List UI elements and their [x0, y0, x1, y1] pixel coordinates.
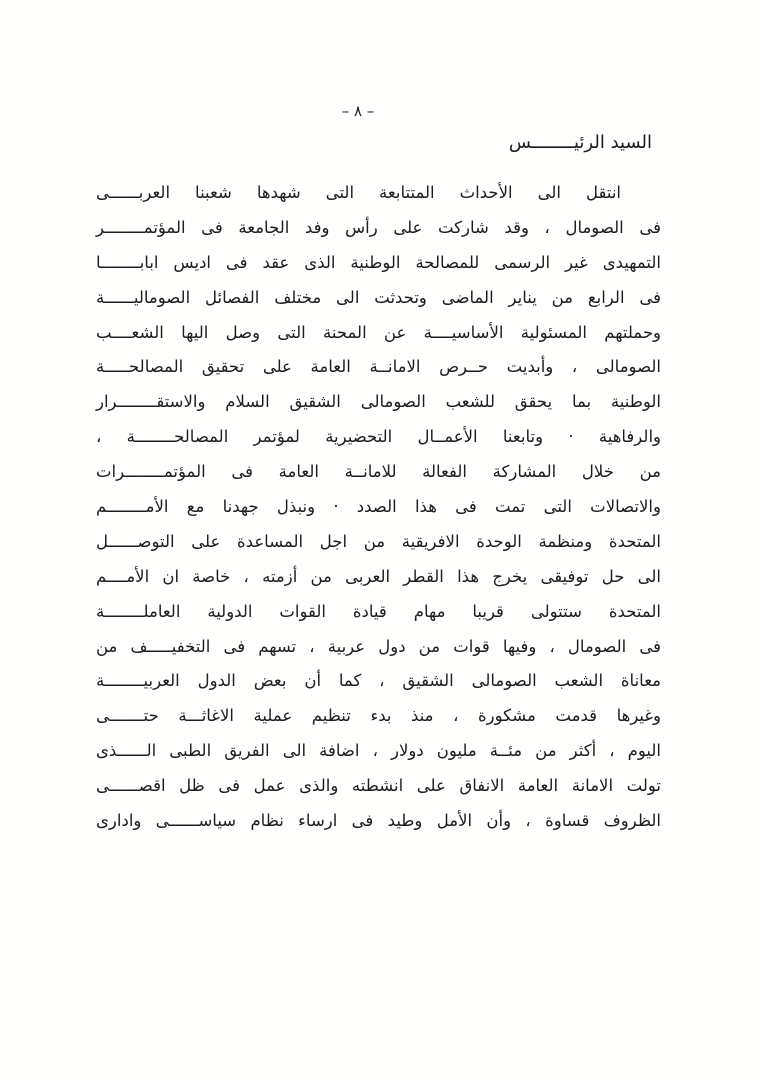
body-line: تولت الامانة العامة الانفاق على انشطته والذى عمل فى ظل اقصــــــى — [96, 776, 661, 796]
body-line: المتحدة ومنظمة الوحدة الافريقية من اجل المساعدة على التوصــــــل — [96, 531, 661, 551]
body-line: وغيرها قدمت مشكورة ، منذ بدء تنظيم عملية الاغاثـــة حتـــــــى — [96, 706, 661, 726]
body-line: وحملتهم المسئولية الأساسيــــة عن المحنة التى وصل اليها الشعــــب — [96, 322, 661, 342]
body-line: فى الصومال ، وفيها قوات من دول عربية ، تسهم فى التخفيـــــف من — [96, 636, 661, 656]
body-line: فى الصومال ، وقد شاركت على رأس وفد الجامعة فى المؤتمــــــــر — [96, 217, 661, 237]
body-line: المتحدة ستتولى قريبا مهام قيادة القوات الدولية العاملــــــــة — [96, 601, 661, 621]
body-line: من خلال المشاركة الفعالة للامانــة العامة فى المؤتمــــــــرات — [96, 462, 661, 482]
body-line: والاتصالات التى تمت فى هذا الصدد · ونبذل جهدنا مع الأمــــــــم — [96, 497, 661, 517]
body-line: اليوم ، أكثر من مئــة مليون دولار ، اضافة الى الفريق الطبى الــــــذى — [96, 741, 661, 761]
body-line: معاناة الشعب الصومالى الشقيق ، كما أن بعض الدول العربيــــــــة — [96, 671, 661, 691]
body-line: فى الرابع من يناير الماضى وتحدثت الى مختلف الفصائل الصوماليــــــة — [96, 287, 661, 307]
body-line: الظروف قساوة ، وأن الأمل وطيد فى ارساء نظام سياســــــى وادارى — [96, 811, 661, 831]
body-line: الى حل توفيقى يخرج هذا القطر العربى من أزمته ، خاصة ان الأمــــم — [96, 566, 661, 586]
salutation-heading: السيد الرئيــــــــس — [508, 132, 652, 153]
body-paragraph — [96, 176, 661, 839]
body-line: انتقل الى الأحداث المتتابعة التى شهدها شعبنا العربــــــى — [96, 183, 621, 202]
body-line: الصومالى ، وأبديت حــرص الامانــة العامة على تحقيق المصالحـــــة — [96, 357, 661, 377]
body-line: التمهيدى غير الرسمى للمصالحة الوطنية الذى عقد فى اديس ابابــــــــا — [96, 252, 661, 272]
page-number: – ٨ – — [341, 102, 375, 120]
body-line: الوطنية بما يحقق للشعب الصومالى الشقيق السلام والاستقــــــــرار — [96, 392, 661, 412]
body-line: والرفاهية · وتابعنا الأعمــال التحضيرية لمؤتمر المصالحــــــــة ، — [96, 427, 661, 447]
